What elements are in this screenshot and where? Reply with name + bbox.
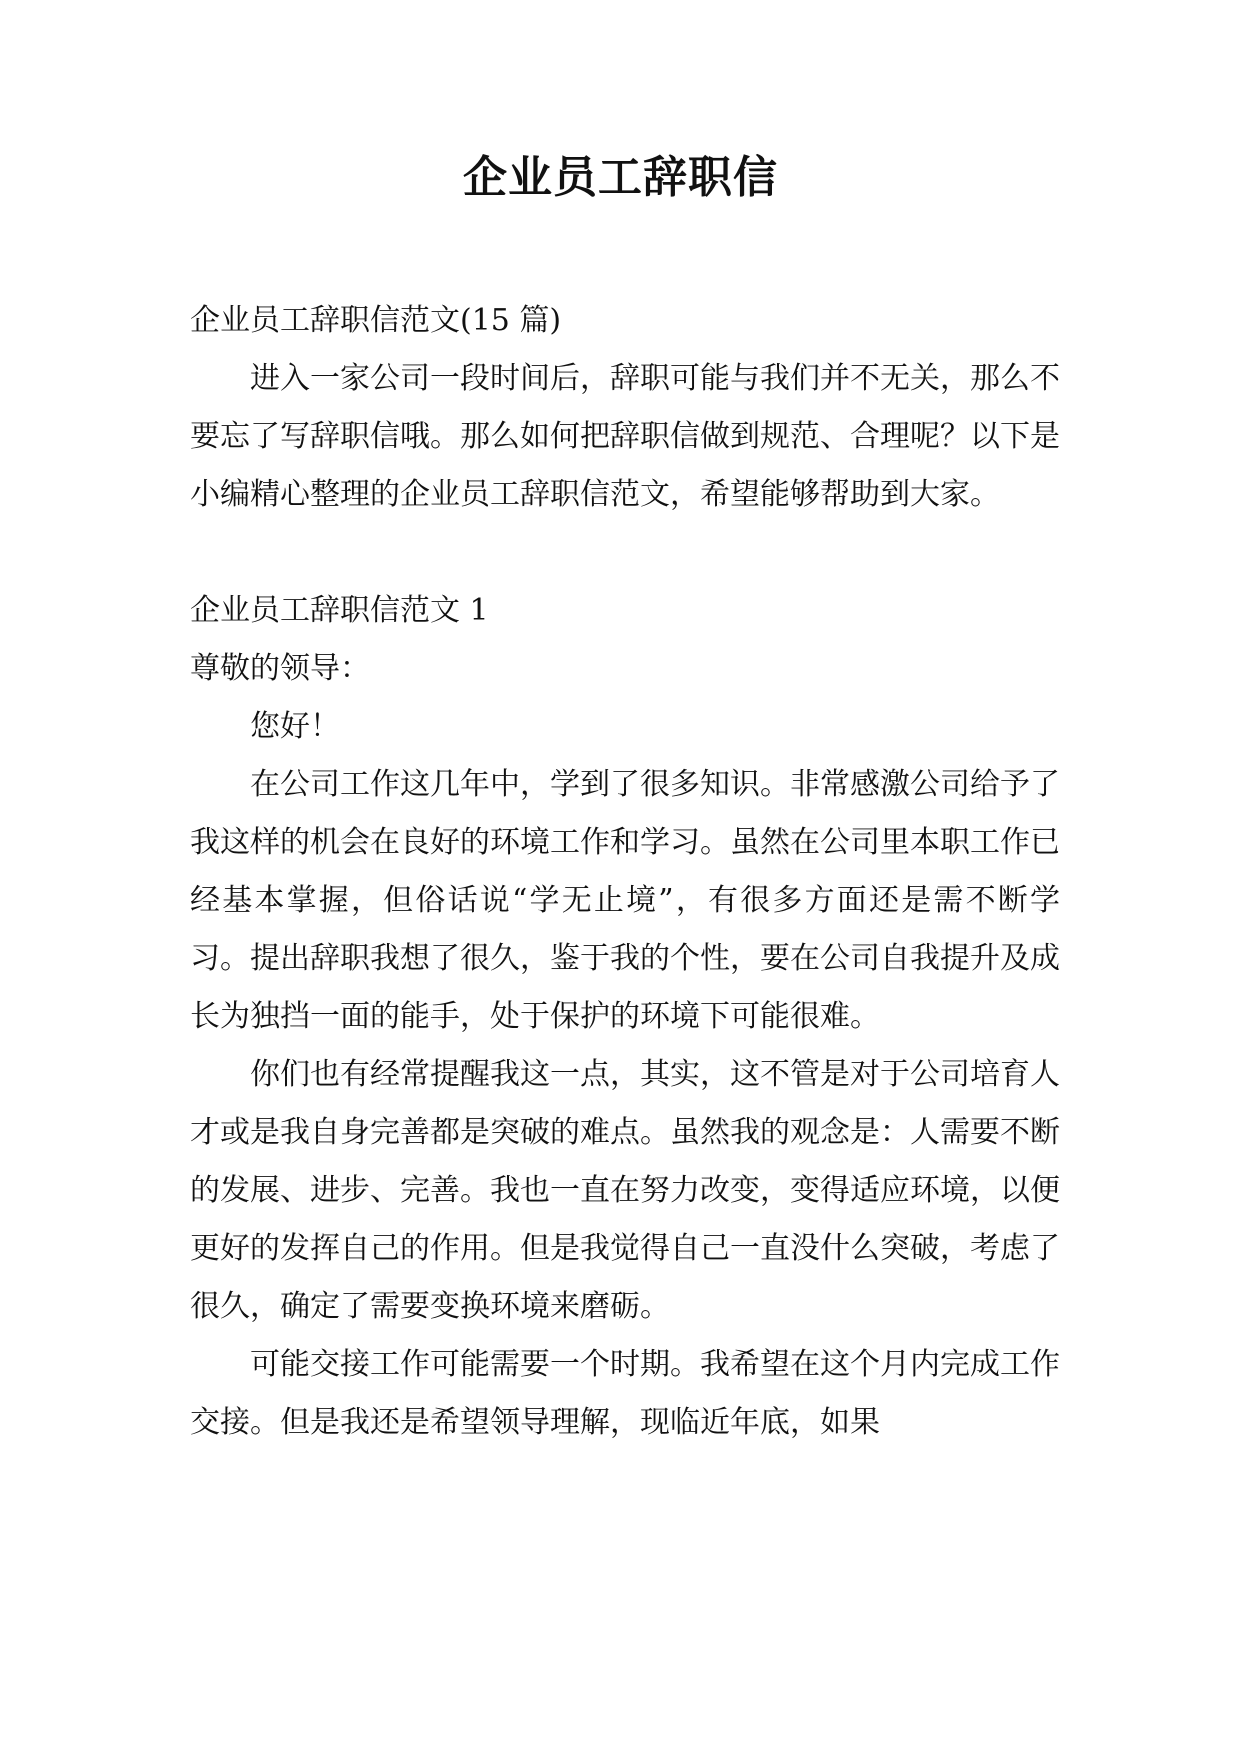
body-paragraph-1: 在公司工作这几年中，学到了很多知识。非常感激公司给予了我这样的机会在良好的环境工作和学习。虽然在公司里本职工作已经基本掌握，但俗话说“学无止境”，有很多方面还是需不断学习。提出辞职我想了很久，鉴于我的个性，要在公司自我提升及成长为独挡一面的能手，处于保护的环境下可能很难。 <box>190 767 1060 1034</box>
body-paragraph-3: 可能交接工作可能需要一个时期。我希望在这个月内完成工作交接。但是我还是希望领导理解，现临近年底，如果 <box>190 1347 1060 1440</box>
document-body <box>190 292 1060 1452</box>
salutation: 尊敬的领导： <box>190 651 370 686</box>
document-subtitle: 企业员工辞职信范文(15 篇) <box>190 303 562 338</box>
body-paragraph-2: 你们也有经常提醒我这一点，其实，这不管是对于公司培育人才或是我自身完善都是突破的难点。虽然我的观念是：人需要不断的发展、进步、完善。我也一直在努力改变，变得适应环境，以便更好的发挥自己的作用。但是我觉得自己一直没什么突破，考虑了很久，确定了需要变换环境来磨砺。 <box>190 1057 1060 1324</box>
intro-paragraph: 进入一家公司一段时间后，辞职可能与我们并不无关，那么不要忘了写辞职信哦。那么如何把辞职信做到规范、合理呢？以下是小编精心整理的企业员工辞职信范文，希望能够帮助到大家。 <box>190 361 1060 512</box>
section-heading: 企业员工辞职信范文 1 <box>190 593 489 628</box>
document-title: 企业员工辞职信 <box>463 152 778 203</box>
greeting: 您好！ <box>250 709 340 744</box>
